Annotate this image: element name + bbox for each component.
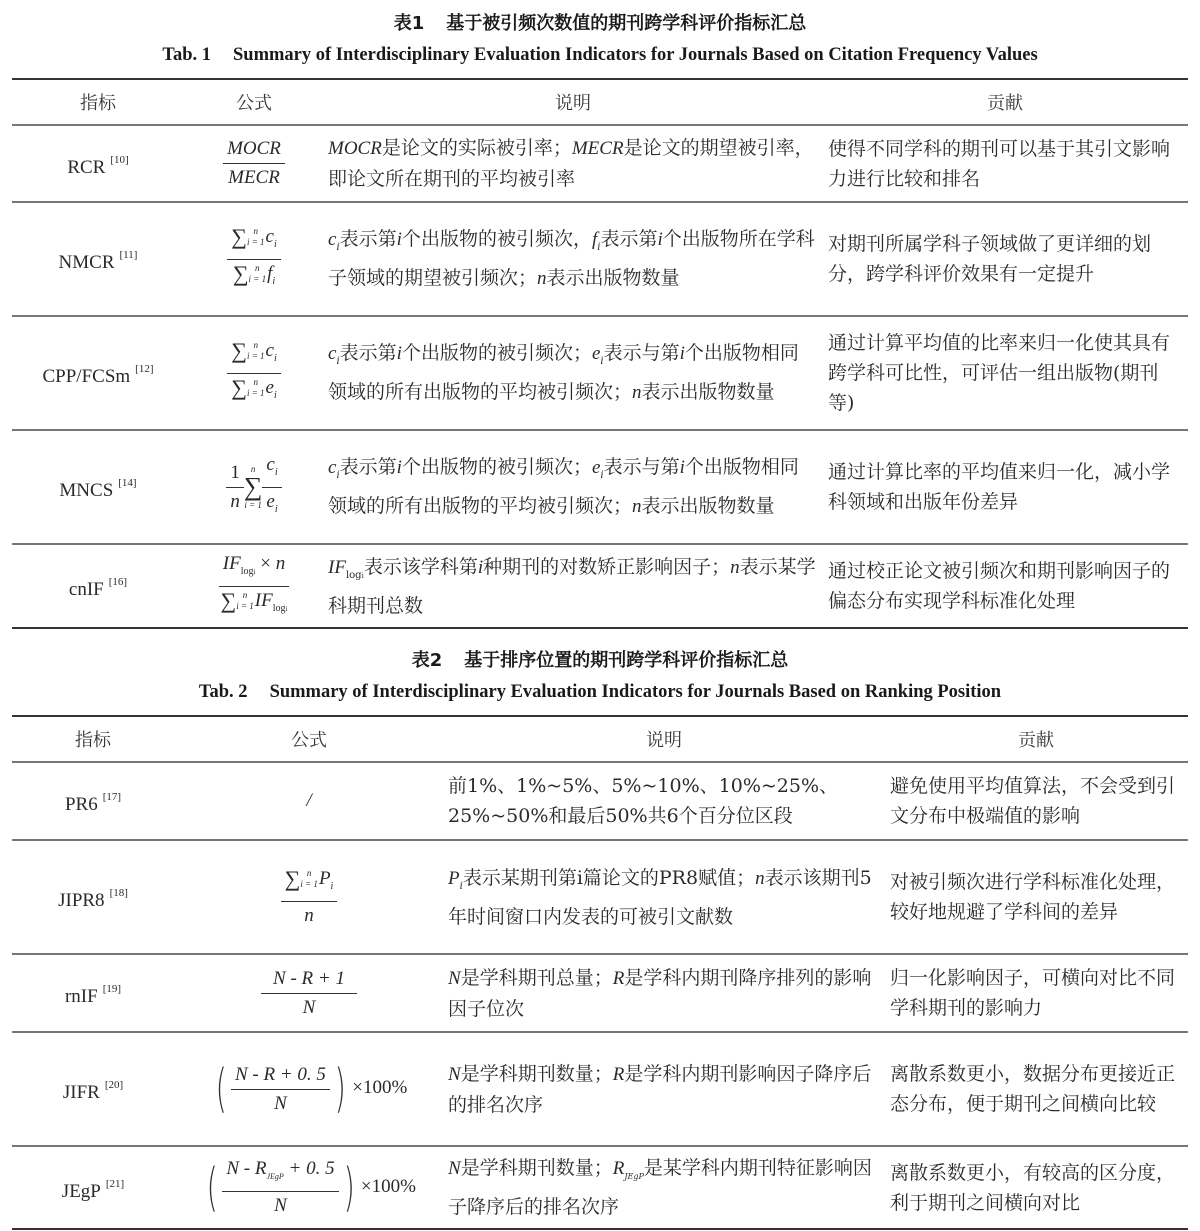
formula-fraction: ∑ n i = 1 $c_i$ ∑ n i = 1 $f_i$: [227, 225, 280, 294]
contribution-cell: 使得不同学科的期刊可以基于其引文影响力进行比较和排名: [822, 125, 1188, 202]
formula-cell: /: [174, 762, 444, 840]
table1-caption-cn: 表1 基于被引频次数值的期刊跨学科评价指标汇总: [393, 13, 807, 34]
table-row: [12, 1146, 1188, 1229]
header-indicator: 指标: [12, 716, 174, 762]
description-cell: 前1%、1%~5%、5%~10%、10%~25%、25%~50%和最后50%共6个百分位区段: [444, 762, 884, 840]
formula-cell: [184, 125, 324, 202]
formula-fraction: $\frac{N - R + 0. 5}{N}$: [231, 1063, 330, 1116]
table-row: [12, 544, 1188, 628]
table-row: [12, 762, 1188, 840]
reference-marker: [10]: [110, 153, 129, 166]
table2-header-row: [12, 716, 1188, 762]
contribution-cell: 通过计算平均值的比率来归一化使其具有跨学科可比性，可评估一组出版物(期刊等): [822, 316, 1188, 430]
formula-parenthesized: ( $\frac{N - R_{JEgP} + 0. 5}{N}$ ): [206, 1157, 355, 1218]
indicator-cell: rnIF [19]: [12, 954, 174, 1032]
formula-cell: [184, 544, 324, 628]
table-row: [12, 430, 1188, 544]
table2: [12, 715, 1188, 1230]
table-row: [12, 1032, 1188, 1146]
reference-marker: [14]: [118, 477, 137, 489]
formula-cell: [184, 316, 324, 430]
contribution-cell: 对被引频次进行学科标准化处理，较好地规避了学科间的差异: [884, 840, 1188, 954]
table1-caption-en: Tab. 1 Summary of Interdisciplinary Evaluation Indicators for Journals Based on Citation Frequency Values: [162, 45, 1038, 65]
table-row: [12, 202, 1188, 316]
reference-marker: [11]: [119, 249, 138, 261]
formula-cell: [174, 840, 444, 954]
description-cell: $P_i$表示某期刊第i篇论文的PR8赋值；n表示该期刊5年时间窗口内发表的可被引文献数: [444, 840, 884, 954]
header-description: 说明: [324, 79, 822, 125]
table2-caption-cn: 表2 基于排序位置的期刊跨学科评价指标汇总: [411, 650, 789, 671]
formula-fraction: ∑ n i = 1 $P_i$ n: [281, 867, 338, 928]
formula-cell: ( $\frac{N - R_{JEgP} + 0. 5}{N}$ ) ×100%: [174, 1146, 444, 1229]
description-cell: MOCR是论文的实际被引率；MECR是论文的期望被引率，即论文所在期刊的平均被引率: [324, 125, 822, 202]
formula-cell: [184, 202, 324, 316]
contribution-cell: 对期刊所属学科子领域做了更详细的划分，跨学科评价效果有一定提升: [822, 202, 1188, 316]
indicator-cell: MNCS [14]: [12, 430, 184, 544]
indicator-cell: CPP/FCSm [12]: [12, 316, 184, 430]
indicator-cell: JIPR8 [18]: [12, 840, 174, 954]
table2-caption-en: Tab. 2 Summary of Interdisciplinary Evaluation Indicators for Journals Based on Ranking Position: [198, 682, 1002, 702]
contribution-cell: 通过计算比率的平均值来归一化，减小学科领域和出版年份差异: [822, 430, 1188, 544]
description-cell: $IF_{logi}$表示该学科第i种期刊的对数矫正影响因子；n表示某学科期刊总数: [324, 544, 822, 628]
indicator-cell: PR6 [17]: [12, 762, 174, 840]
table1: [12, 78, 1188, 629]
formula-cell: $\frac{1}{n}$ n ∑ i = 1 $\frac{c_i}{e_i}$: [184, 430, 324, 544]
description-cell: $c_i$表示第i个出版物的被引频次，$f_i$表示第i个出版物所在学科子领域的期望被引频次；n表示出版物数量: [324, 202, 822, 316]
formula-fraction: $\frac{N - R_{JEgP} + 0. 5}{N}$: [222, 1157, 338, 1218]
indicator-cell: RCR [10]: [12, 125, 184, 202]
reference-marker: [20]: [104, 1079, 124, 1091]
contribution-cell: 归一化影响因子，可横向对比不同学科期刊的影响力: [884, 954, 1188, 1032]
description-cell: N是学科期刊总量；R是学科内期刊降序排列的影响因子位次: [444, 954, 884, 1032]
table-row: [12, 954, 1188, 1032]
description-cell: $c_i$表示第i个出版物的被引频次；$e_i$表示与第i个出版物相同领域的所有出版物的平均被引频次；n表示出版物数量: [324, 430, 822, 544]
table-row: [12, 125, 1188, 202]
description-cell: $c_i$表示第i个出版物的被引频次；$e_i$表示与第i个出版物相同领域的所有出版物的平均被引频次；n表示出版物数量: [324, 316, 822, 430]
reference-marker: [12]: [135, 363, 154, 375]
formula-fraction: ∑ n i = 1 $c_i$ ∑ n i = 1 $e_i$: [227, 339, 280, 408]
formula-fraction: $\frac{N - R + 1}{N}$: [261, 967, 357, 1020]
table1-header-row: [12, 79, 1188, 125]
formula-fraction: $\frac{c_i}{e_i}$: [262, 453, 281, 522]
formula-fraction: $IF_{logi} \times n$ ∑ n i = 1 $IF_{logi}$: [220, 552, 288, 614]
header-contribution: 贡献: [822, 79, 1188, 125]
contribution-cell: 通过校正论文被引频次和期刊影响因子的偏态分布实现学科标准化处理: [822, 544, 1188, 628]
reference-marker: [18]: [109, 887, 128, 899]
contribution-cell: 离散系数更小，有较高的区分度，利于期刊之间横向对比: [884, 1146, 1188, 1229]
formula-cell: ( $\frac{N - R + 0. 5}{N}$ ) ×100%: [174, 1032, 444, 1146]
table-row: [12, 840, 1188, 954]
description-cell: N是学科期刊数量；$R_{JEgP}$是某学科内期刊特征影响因子降序后的排名次序: [444, 1146, 884, 1229]
description-cell: N是学科期刊数量；R是学科内期刊影响因子降序后的排名次序: [444, 1032, 884, 1146]
header-contribution: 贡献: [884, 716, 1188, 762]
indicator-cell: cnIF [16]: [12, 544, 184, 628]
reference-marker: [21]: [105, 1177, 125, 1190]
indicator-cell: JIFR [20]: [12, 1032, 174, 1146]
reference-marker: [17]: [102, 791, 122, 803]
formula-parenthesized: ( $\frac{N - R + 0. 5}{N}$ ): [215, 1059, 346, 1119]
formula-coefficient: $\frac{1}{n}$: [226, 461, 244, 514]
formula-cell: [174, 954, 444, 1032]
contribution-cell: 离散系数更小，数据分布更接近正态分布，便于期刊之间横向比较: [884, 1032, 1188, 1146]
header-formula: 公式: [174, 716, 444, 762]
table-row: [12, 316, 1188, 430]
formula-fraction: $\frac{\text{MOCR}}{\text{MECR}}$: [223, 137, 285, 190]
header-formula: 公式: [184, 79, 324, 125]
reference-marker: [16]: [108, 576, 128, 588]
header-indicator: 指标: [12, 79, 184, 125]
indicator-cell: NMCR [11]: [12, 202, 184, 316]
contribution-cell: 避免使用平均值算法，不会受到引文分布中极端值的影响: [884, 762, 1188, 840]
indicator-cell: JEgP [21]: [12, 1146, 174, 1229]
header-description: 说明: [444, 716, 884, 762]
reference-marker: [19]: [102, 983, 122, 995]
